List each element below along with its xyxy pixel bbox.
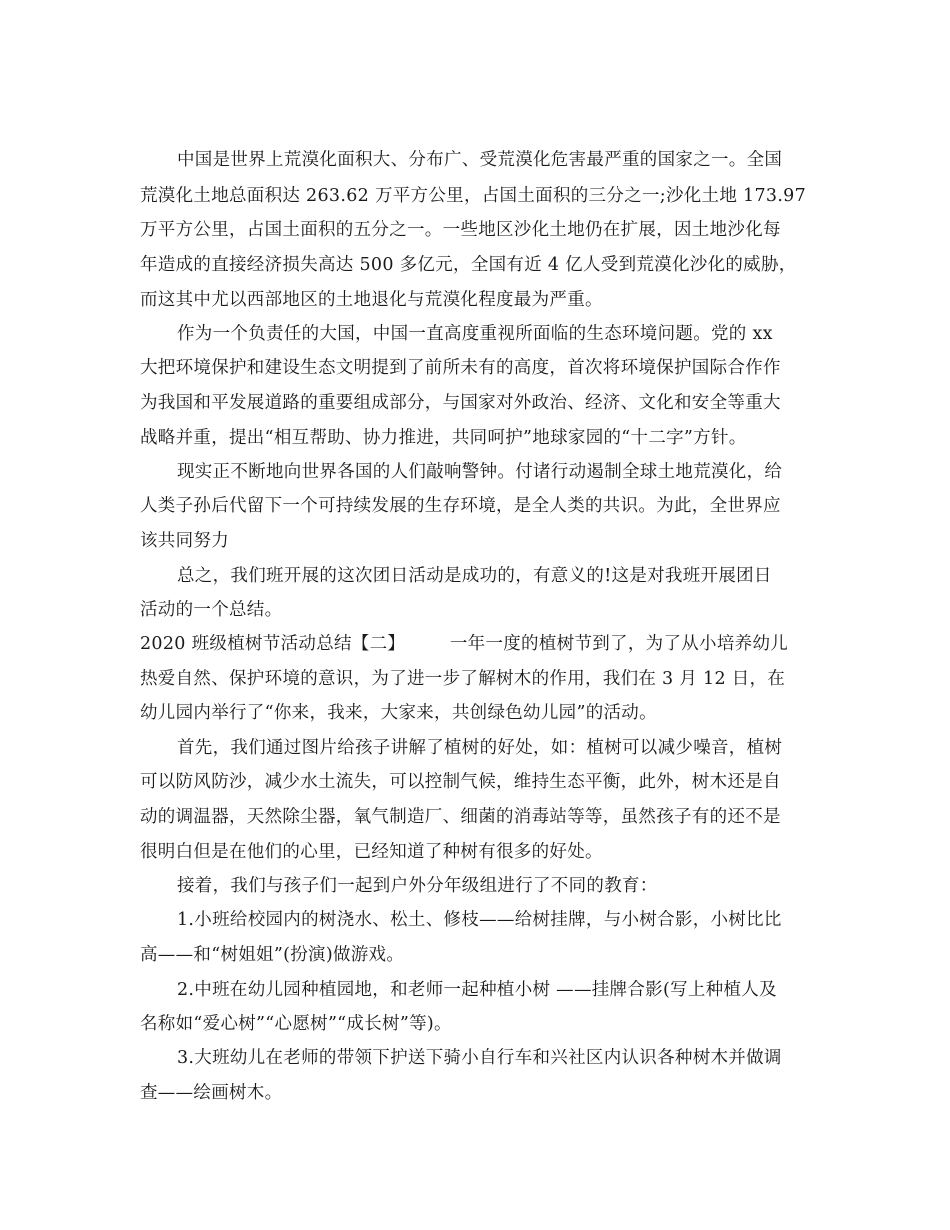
paragraph-6-line-3: 动的调温器，天然除尘器，氧气制造厂、细菌的消毒站等等，虽然孩子有的还不是: [140, 807, 781, 827]
paragraph-4-line-1: 总之，我们班开展的这次团日活动是成功的，有意义的!这是对我班开展团日: [177, 566, 772, 586]
section-heading-line: 2020 班级植树节活动总结【二】 一年一度的植树节到了，为了从小培养幼儿: [140, 634, 789, 654]
paragraph-1-line-2: 荒漠化土地总面积达 263.62 万平方公里，占国土面积的三分之一;沙化土地 173.97: [140, 186, 807, 206]
paragraph-6-line-1: 首先，我们通过图片给孩子讲解了植树的好处，如：植树可以减少噪音，植树: [177, 738, 783, 758]
list-item-1-line-1: 1.小班给校园内的树浇水、松土、修枝——给树挂牌，与小树合影，小树比比: [177, 910, 782, 930]
paragraph-2-line-1: 作为一个负责任的大国，中国一直高度重视所面临的生态环境问题。党的 xx: [177, 324, 773, 344]
paragraph-3-line-3: 该共同努力: [140, 531, 229, 551]
paragraph-6-line-2: 可以防风防沙，减少水土流失，可以控制气候，维持生态平衡，此外，树木还是自: [140, 772, 781, 792]
paragraph-1-line-4: 年造成的直接经济损失高达 500 多亿元，全国有近 4 亿人受到荒漠化沙化的威胁，: [140, 255, 797, 275]
list-item-3-line-1: 3.大班幼儿在老师的带领下护送下骑小自行车和兴社区内认识各种树木并做调: [177, 1048, 782, 1068]
paragraph-7-line-1: 接着，我们与孩子们一起到户外分年级组进行了不同的教育：: [177, 876, 658, 896]
paragraph-2-line-3: 为我国和平发展道路的重要组成部分，与国家对外政治、经济、文化和安全等重大: [140, 393, 781, 413]
list-item-2-line-2: 名称如“爱心树”“心愿树”“成长树”等)。: [140, 1014, 452, 1034]
paragraph-3-line-1: 现实正不断地向世界各国的人们敲响警钟。付诸行动遏制全球土地荒漠化，给: [177, 462, 783, 482]
paragraph-5-line-2: 热爱自然、保护环境的意识，为了进一步了解树木的作用，我们在 3 月 12 日，在: [140, 669, 786, 689]
paragraph-1-line-3: 万平方公里，占国土面积的五分之一。一些地区沙化土地仍在扩展，因土地沙化每: [140, 220, 781, 240]
paragraph-2-line-4: 战略并重，提出“相互帮助、协力推进，共同呵护”地球家园的“十二字”方针。: [140, 428, 747, 448]
list-item-1-line-2: 高——和“树姐姐”(扮演)做游戏。: [140, 945, 405, 965]
paragraph-6-line-4: 很明白但是在他们的心里，已经知道了种树有很多的好处。: [140, 842, 603, 862]
list-item-2-line-1: 2.中班在幼儿园种植园地，和老师一起种植小树 ——挂牌合影(写上种植人及: [177, 980, 777, 1000]
paragraph-5-line-3: 幼儿园内举行了“你来，我来，大家来，共创绿色幼儿园”的活动。: [140, 703, 657, 723]
paragraph-1-line-5: 而这其中尤以西部地区的土地退化与荒漠化程度最为严重。: [140, 290, 603, 310]
paragraph-4-line-2: 活动的一个总结。: [140, 600, 283, 620]
paragraph-1-line-1: 中国是世界上荒漠化面积大、分布广、受荒漠化危害最严重的国家之一。全国: [177, 150, 783, 170]
list-item-3-line-2: 查——绘画树木。: [140, 1083, 283, 1103]
paragraph-3-line-2: 人类子孙后代留下一个可持续发展的生存环境，是全人类的共识。为此，全世界应: [140, 496, 781, 516]
paragraph-2-line-2: 大把环境保护和建设生态文明提到了前所未有的高度，首次将环境保护国际合作作: [140, 358, 781, 378]
